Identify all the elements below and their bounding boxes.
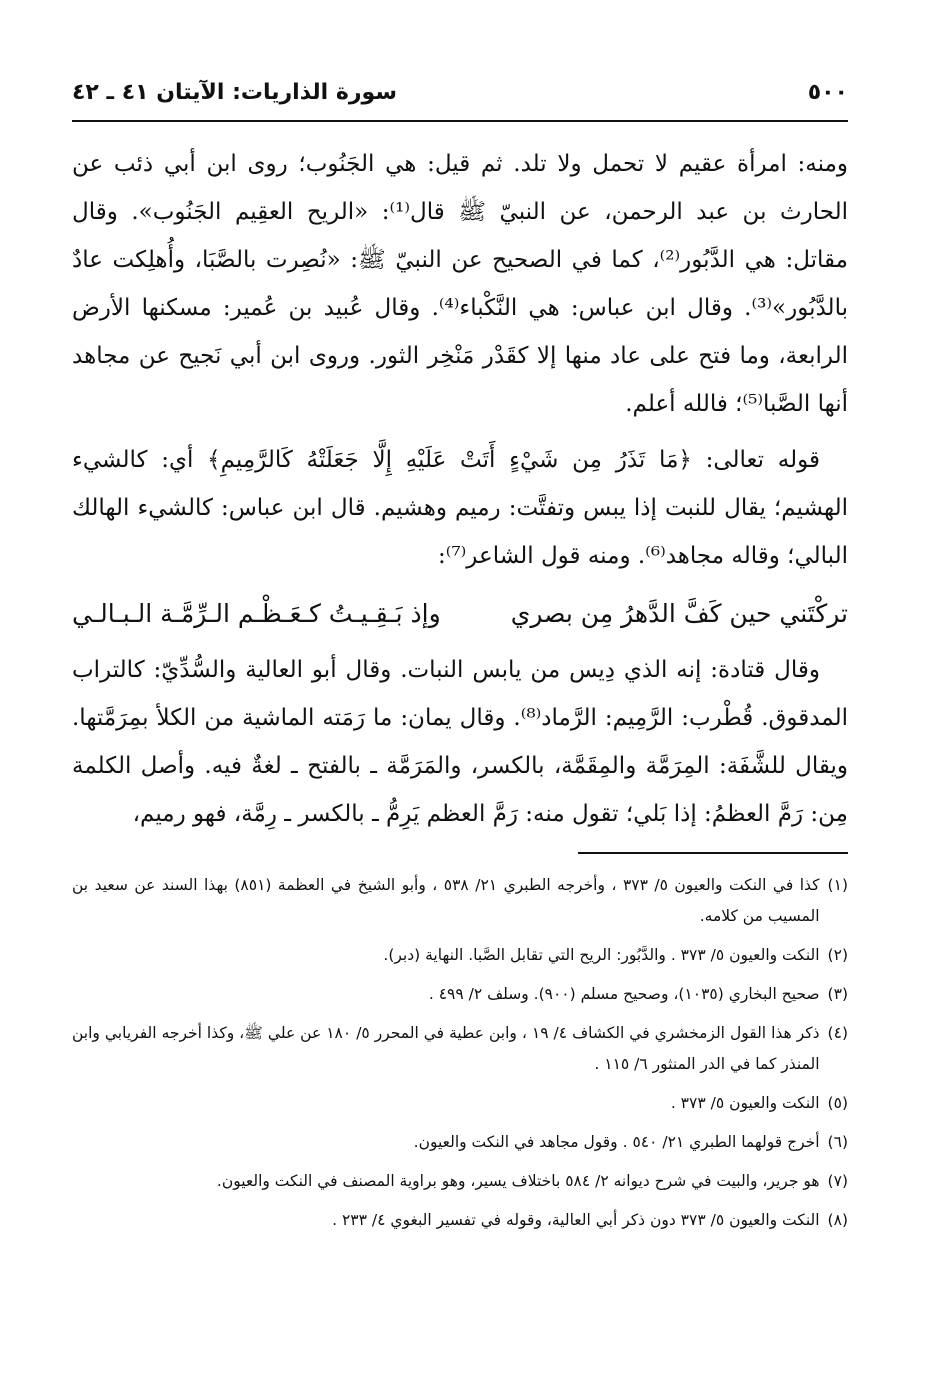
footnote-item (72, 1088, 848, 1119)
paragraph: قوله تعالى: ﴿مَا تَذَرُ مِن شَيْءٍ أَتَتْ عَلَيْهِ إِلَّا جَعَلَتْهُ كَالرَّمِيمِ﴾ أي: كالشيء الهشيم؛ يقال للنبت إذا يبس وتفتَّت: رميم وهشيم. قال ابن عباس: كالشيء الهالك البالي؛ وقاله مجاهد⁽⁶⁾. ومنه قول الشاعر⁽⁷⁾: (72, 447, 848, 569)
main-text (72, 140, 848, 838)
footnote-text: أخرج قولهما الطبري ٢١/ ٥٤٠ . وقول مجاهد في النكت والعيون. (413, 1133, 820, 1151)
footnote-item (72, 940, 848, 971)
footnote-number: (٥) (827, 1094, 848, 1112)
verse-first-hemistich: تركْتَني حين كَفَّ الدَّهرُ مِن بصري (510, 599, 848, 628)
paragraph: وقال قتادة: إنه الذي دِيس من يابس النبات. وقال أبو العالية والسُّدِّيّ: كالتراب المدقوق. قُطْرب: الرَّمِيم: الرَّماد⁽⁸⁾. وقال يمان: ما رَمَته الماشية من الكلأ بمِرَمَّتها. ويقال للشَّفَة: المِرَمَّة والمِقَمَّة، بالكسر، والمَرَمَّة ـ بالفتح ـ لغةٌ فيه. وأصل الكلمة مِن: رَمَّ العظمُ: إذا بَلي؛ تقول منه: رَمَّ العظم يَرِمُّ ـ بالكسر ـ رِمَّة، فهو رميم، (72, 657, 849, 827)
footnote-number: (٣) (827, 985, 848, 1003)
footnote-separator (578, 852, 848, 854)
footnote-item (72, 1166, 848, 1197)
paragraph: ومنه: امرأة عقيم لا تحمل ولا تلد. ثم قيل: هي الجَنُوب؛ روى ابن أبي ذئب عن الحارث بن عبد الرحمن، عن النبيّ ﷺ قال⁽¹⁾: «الريح العقِيم الجَنُوب». وقال مقاتل: هي الدَّبُور⁽²⁾، كما في الصحيح عن النبيّ ﷺ: «نُصِرت بالصَّبَا، وأُهلِكت عادٌ بالدَّبُور»⁽³⁾. وقال ابن عباس: هي النَّكْباء⁽⁴⁾. وقال عُبيد بن عُمير: مسكنها الأرض الرابعة، وما فتح على عاد منها إلا كقَدْر مَنْخِر الثور. وروى ابن أبي نَجيح عن مجاهد أنها الصَّبا⁽⁵⁾؛ فالله أعلم. (72, 151, 848, 417)
footnote-text: النكت والعيون ٥/ ٣٧٣ . والدَّبُور: الريح التي تقابل الصَّبا. النهاية (دبر). (383, 946, 820, 964)
footnote-number: (٨) (827, 1211, 848, 1229)
footnote-number: (٧) (827, 1172, 848, 1190)
footnote-number: (٢) (827, 946, 848, 964)
footnote-number: (٤) (827, 1024, 848, 1042)
footnote-text: هو جرير، والبيت في شرح ديوانه ٢/ ٥٨٤ باختلاف يسير، وهو براوية المصنف في النكت والعيون. (216, 1172, 820, 1190)
book-page (72, 78, 848, 1328)
footnote-item (72, 1127, 848, 1158)
footnotes (72, 870, 848, 1236)
footnote-text: النكت والعيون ٥/ ٣٧٣ دون ذكر أبي العالية، وقوله في تفسير البغوي ٤/ ٢٣٣ . (332, 1211, 820, 1229)
poetry-verse (72, 588, 848, 640)
footnote-item (72, 1205, 848, 1236)
footnote-text: ذكر هذا القول الزمخشري في الكشاف ٤/ ١٩ ، وابن عطية في المحرر ٥/ ١٨٠ عن علي ﷺ، وكذا أخرجه الفريابي وابن المنذر كما في الدر المنثور ٦/ ١١٥ . (72, 1024, 820, 1073)
footnote-item (72, 979, 848, 1010)
footnote-item (72, 870, 848, 932)
footnote-text: النكت والعيون ٥/ ٣٧٣ . (670, 1094, 820, 1112)
footnote-text: كذا في النكت والعيون ٥/ ٣٧٣ ، وأخرجه الطبري ٢١/ ٥٣٨ ، وأبو الشيخ في العظمة (٨٥١) بهذا السند عن سعيد بن المسيب من كلامه. (72, 876, 820, 925)
running-header (72, 78, 848, 122)
verse-second-hemistich: وإذ بَـقِـيـتُ كـعَـظْـم الـرِّمَّـة الـبـالـي (72, 599, 441, 628)
footnote-number: (١) (827, 876, 848, 894)
footnote-item (72, 1018, 848, 1080)
footnote-number: (٦) (827, 1133, 848, 1151)
footnote-text: صحيح البخاري (١٠٣٥)، وصحيح مسلم (٩٠٠). وسلف ٢/ ٤٩٩ . (428, 985, 820, 1003)
running-title: سورة الذاريات: الآيتان ٤١ ـ ٤٢ (72, 80, 397, 105)
page-number: ٥٠٠ (807, 80, 848, 105)
